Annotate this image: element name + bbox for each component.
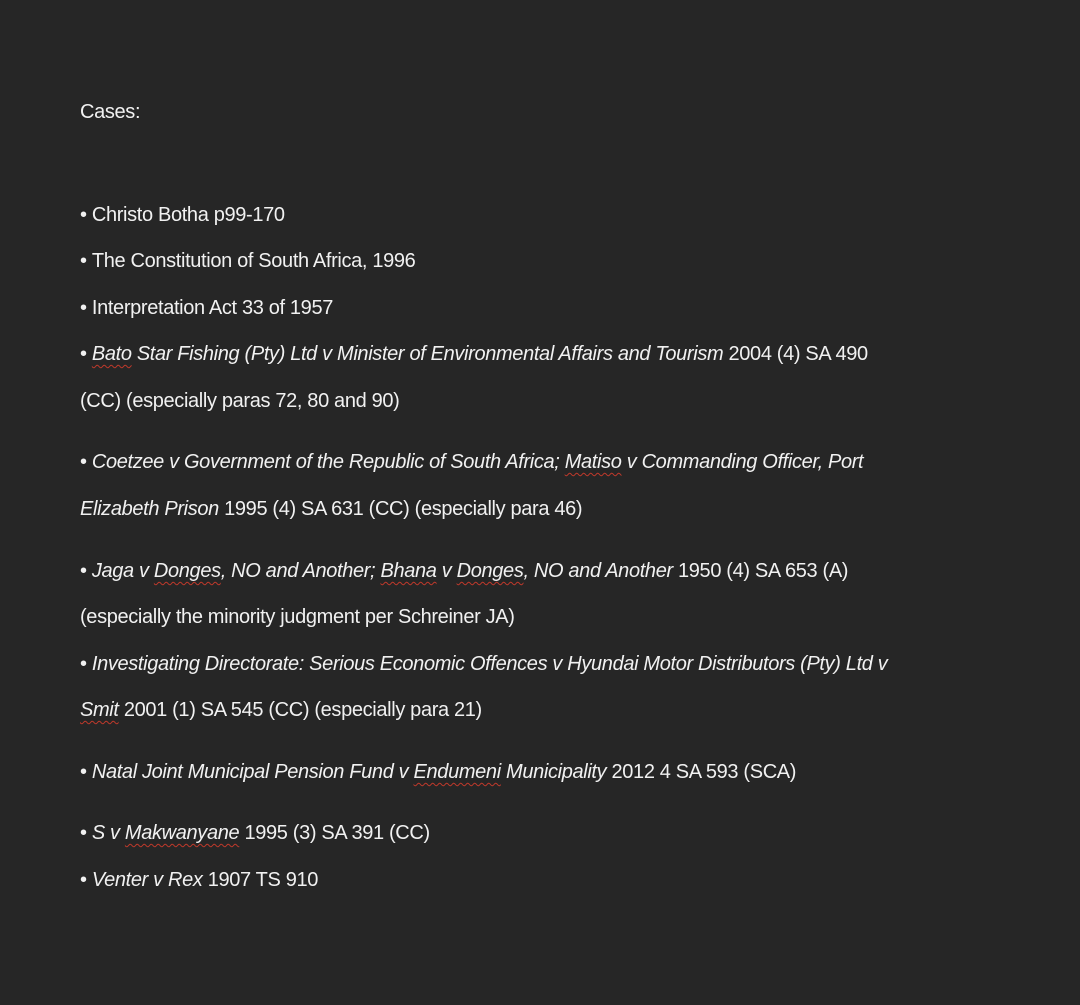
citation-text: (CC) (especially paras 72, 80 and 90) <box>80 390 400 412</box>
case-name-text: Elizabeth Prison <box>80 498 219 520</box>
case-name-text: Investigating Directorate: Serious Economic Offences v Hyundai Motor Distributors (Pty) Ltd v <box>91 653 888 675</box>
case-name-text: , NO and Another <box>523 560 673 582</box>
spellcheck-flagged-word[interactable]: Makwanyane <box>124 822 240 844</box>
case-name-text: v Commanding Officer, Port <box>621 451 864 473</box>
spellcheck-flagged-word[interactable]: Donges <box>153 560 221 582</box>
case-name-text: , NO and Another; <box>220 560 381 582</box>
citation-text: 2004 (4) SA 490 <box>723 343 868 365</box>
case-item <box>80 202 950 228</box>
case-item <box>80 558 950 584</box>
bullet: • <box>80 204 92 226</box>
citation-text: 1995 (4) SA 631 (CC) (especially para 46) <box>218 498 583 520</box>
spellcheck-flagged-word[interactable]: Bhana <box>380 560 437 582</box>
case-name-text: Jaga v <box>91 560 154 582</box>
case-item <box>80 651 950 677</box>
case-name-text: Municipality <box>500 761 607 783</box>
case-item <box>80 449 950 475</box>
citation-text: 2012 4 SA 593 (SCA) <box>606 761 797 783</box>
case-name-text: Star Fishing (Pty) Ltd v Minister of Environmental Affairs and Tourism <box>131 343 724 365</box>
case-name-text: Venter v Rex <box>91 869 203 891</box>
case-item <box>80 248 950 274</box>
case-name-text: v <box>436 560 457 582</box>
citation-text: Christo Botha p99-170 <box>91 204 285 226</box>
case-item <box>80 341 950 367</box>
citation-text: 1950 (4) SA 653 (A) <box>672 560 849 582</box>
spellcheck-flagged-word[interactable]: Smit <box>80 699 119 721</box>
bullet: • <box>80 451 92 473</box>
spellcheck-flagged-word[interactable]: Bato <box>91 343 132 365</box>
bullet: • <box>80 560 92 582</box>
case-item <box>80 295 950 321</box>
bullet: • <box>80 297 92 319</box>
case-item <box>80 867 950 893</box>
citation-text: The Constitution of South Africa, 1996 <box>91 250 416 272</box>
citation-text: 1907 TS 910 <box>202 869 319 891</box>
citation-text: 1995 (3) SA 391 (CC) <box>239 822 430 844</box>
citation-text: Interpretation Act 33 of 1957 <box>91 297 333 319</box>
case-name-text: S v <box>91 822 125 844</box>
spellcheck-flagged-word[interactable]: Endumeni <box>413 761 501 783</box>
case-item-continuation <box>80 697 950 723</box>
bullet: • <box>80 343 92 365</box>
citation-text: (especially the minority judgment per Schreiner JA) <box>80 606 515 628</box>
case-item <box>80 759 950 785</box>
bullet: • <box>80 761 92 783</box>
spellcheck-flagged-word[interactable]: Donges <box>456 560 524 582</box>
cases-heading: Cases: <box>80 101 141 123</box>
case-item-continuation <box>80 388 950 414</box>
case-name-text: Coetzee v Government of the Republic of South Africa; <box>91 451 565 473</box>
bullet: • <box>80 869 92 891</box>
case-item <box>80 820 950 846</box>
spellcheck-flagged-word[interactable]: Matiso <box>564 451 622 473</box>
citation-text: 2001 (1) SA 545 (CC) (especially para 21) <box>118 699 482 721</box>
case-name-text: Natal Joint Municipal Pension Fund v <box>91 761 414 783</box>
case-item-continuation <box>80 604 950 630</box>
case-item-continuation <box>80 496 950 522</box>
bullet: • <box>80 653 92 675</box>
bullet: • <box>80 822 92 844</box>
bullet: • <box>80 250 92 272</box>
